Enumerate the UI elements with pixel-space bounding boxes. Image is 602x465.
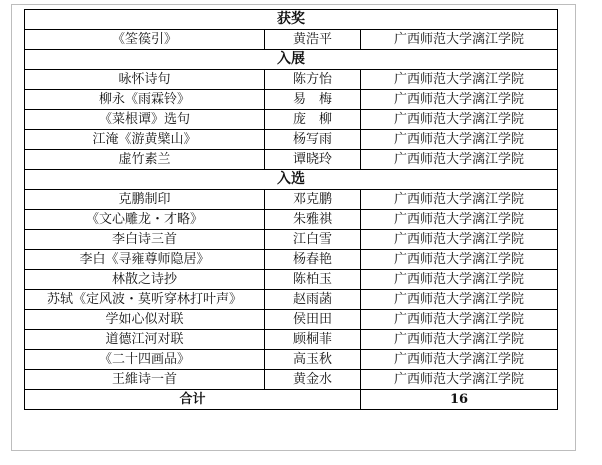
work-cell: 虚竹素兰 bbox=[25, 150, 265, 170]
table-row bbox=[25, 150, 558, 170]
name-cell: 黄金水 bbox=[265, 370, 361, 390]
school-cell: 广西师范大学漓江学院 bbox=[361, 350, 558, 370]
awards-table bbox=[24, 9, 558, 410]
school-cell: 广西师范大学漓江学院 bbox=[361, 230, 558, 250]
table-row bbox=[25, 90, 558, 110]
table-row bbox=[25, 290, 558, 310]
school-cell: 广西师范大学漓江学院 bbox=[361, 30, 558, 50]
table-row bbox=[25, 130, 558, 150]
school-cell: 广西师范大学漓江学院 bbox=[361, 70, 558, 90]
table-row bbox=[25, 230, 558, 250]
work-cell: 克鹏制印 bbox=[25, 190, 265, 210]
total-row bbox=[25, 390, 558, 410]
table-row bbox=[25, 330, 558, 350]
name-cell: 朱雅祺 bbox=[265, 210, 361, 230]
table-row bbox=[25, 30, 558, 50]
name-cell: 侯田田 bbox=[265, 310, 361, 330]
awards-table-body bbox=[25, 10, 558, 390]
work-cell: 王維诗一首 bbox=[25, 370, 265, 390]
section-header-row bbox=[25, 50, 558, 70]
section-title: 获奖 bbox=[25, 10, 558, 30]
name-cell: 陈柏玉 bbox=[265, 270, 361, 290]
table-row bbox=[25, 270, 558, 290]
table-row bbox=[25, 70, 558, 90]
school-cell: 广西师范大学漓江学院 bbox=[361, 90, 558, 110]
work-cell: 李白《寻雍尊师隐居》 bbox=[25, 250, 265, 270]
school-cell: 广西师范大学漓江学院 bbox=[361, 330, 558, 350]
total-label: 合计 bbox=[25, 390, 361, 410]
table-row bbox=[25, 350, 558, 370]
work-cell: 江淹《游黄檗山》 bbox=[25, 130, 265, 150]
work-cell: 苏轼《定风波・莫听穿林打叶声》 bbox=[25, 290, 265, 310]
work-cell: 柳永《雨霖铃》 bbox=[25, 90, 265, 110]
name-cell: 易 梅 bbox=[265, 90, 361, 110]
work-cell: 李白诗三首 bbox=[25, 230, 265, 250]
name-cell: 邓克鹏 bbox=[265, 190, 361, 210]
name-cell: 黄浩平 bbox=[265, 30, 361, 50]
school-cell: 广西师范大学漓江学院 bbox=[361, 130, 558, 150]
work-cell: 《文心雕龙・才略》 bbox=[25, 210, 265, 230]
name-cell: 杨春艳 bbox=[265, 250, 361, 270]
table-row bbox=[25, 110, 558, 130]
name-cell: 高玉秋 bbox=[265, 350, 361, 370]
school-cell: 广西师范大学漓江学院 bbox=[361, 370, 558, 390]
school-cell: 广西师范大学漓江学院 bbox=[361, 110, 558, 130]
name-cell: 谭晓玲 bbox=[265, 150, 361, 170]
section-title: 入选 bbox=[25, 170, 558, 190]
school-cell: 广西师范大学漓江学院 bbox=[361, 190, 558, 210]
name-cell: 庞 柳 bbox=[265, 110, 361, 130]
total-value: 16 bbox=[361, 390, 558, 410]
table-row bbox=[25, 370, 558, 390]
school-cell: 广西师范大学漓江学院 bbox=[361, 250, 558, 270]
table-row bbox=[25, 190, 558, 210]
work-cell: 林散之诗抄 bbox=[25, 270, 265, 290]
table-row bbox=[25, 250, 558, 270]
section-header-row bbox=[25, 10, 558, 30]
name-cell: 江白雪 bbox=[265, 230, 361, 250]
school-cell: 广西师范大学漓江学院 bbox=[361, 150, 558, 170]
section-title: 入展 bbox=[25, 50, 558, 70]
school-cell: 广西师范大学漓江学院 bbox=[361, 310, 558, 330]
school-cell: 广西师范大学漓江学院 bbox=[361, 290, 558, 310]
work-cell: 学如心似对联 bbox=[25, 310, 265, 330]
table-row bbox=[25, 310, 558, 330]
name-cell: 杨写雨 bbox=[265, 130, 361, 150]
work-cell: 咏怀诗句 bbox=[25, 70, 265, 90]
section-header-row bbox=[25, 170, 558, 190]
name-cell: 陈方怡 bbox=[265, 70, 361, 90]
name-cell: 赵雨菡 bbox=[265, 290, 361, 310]
table-row bbox=[25, 210, 558, 230]
school-cell: 广西师范大学漓江学院 bbox=[361, 210, 558, 230]
work-cell: 《筌篌引》 bbox=[25, 30, 265, 50]
work-cell: 《二十四画品》 bbox=[25, 350, 265, 370]
school-cell: 广西师范大学漓江学院 bbox=[361, 270, 558, 290]
name-cell: 顾桐菲 bbox=[265, 330, 361, 350]
work-cell: 《菜根谭》选句 bbox=[25, 110, 265, 130]
work-cell: 道德江河对联 bbox=[25, 330, 265, 350]
